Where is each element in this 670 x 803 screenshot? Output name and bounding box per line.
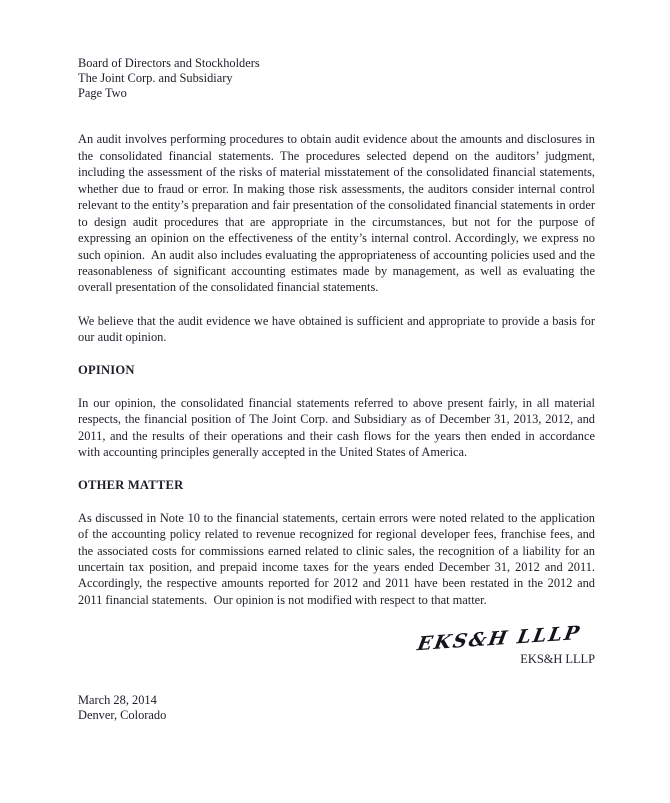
heading-opinion: OPINION [78,362,135,377]
signature-block [78,622,595,667]
recipient-line-board: Board of Directors and Stockholders [78,56,260,70]
letter-date: March 28, 2014 [78,693,157,708]
paragraph-opinion-body: In our opinion, the consolidated financial statements referred to above present fairly, in all material respects, the financial position of The Joint Corp. and Subsidiary as of December 31, 2013, 2012, and 2011, and the results of their operations and their cash flows for the years then ended in accordance with accounting principles generally accepted in the United States of America. [78,395,599,460]
recipient-address-block [78,56,595,100]
closing-block [78,693,595,723]
letter-location: Denver, Colorado [78,708,167,723]
paragraph-other-matter-body: As discussed in Note 10 to the financial statements, certain errors were noted related to the application of the accounting policy related to revenue recognized for regional developer fees, franchise fees, and the associated costs for commissions earned related to clinic sales, the recognition of a liability for an uncertain tax position, and prepaid income taxes for the years ended December 31, 2012 and 2011. Accordingly, the respective amounts reported for 2012 and 2011 have been restated in the 2012 and 2011 financial statements. Our opinion is not modified with respect to that matter. [78,510,599,607]
paragraph-audit-evidence: We believe that the audit evidence we have obtained is sufficient and appropriate to provide a basis for our audit opinion. [78,313,599,345]
handwritten-signature [78,622,595,656]
signature-script-text: EKS&H LLLP [415,622,583,656]
heading-other-matter: OTHER MATTER [78,477,184,492]
firm-name-typed: EKS&H LLLP [520,652,595,667]
page-number-label: Page Two [78,85,127,100]
paragraph-audit-scope: An audit involves performing procedures to obtain audit evidence about the amounts and disclosures in the consolidated financial statements. The procedures selected depend on the auditors’ judgment, including the assessment of the risks of material misstatement of the consolidated financial statements, whether due to fraud or error. In making those risk assessments, the auditors consider internal control relevant to the entity’s preparation and fair presentation of the consolidated financial statements in order to design audit procedures that are appropriate in the circumstances, but not for the purpose of expressing an opinion on the effectiveness of the entity’s internal control. Accordingly, we express no such opinion. An audit also includes evaluating the appropriateness of accounting policies used and the reasonableness of significant accounting estimates made by management, as well as evaluating the overall presentation of the consolidated financial statements. [78,132,599,295]
recipient-line-company: The Joint Corp. and Subsidiary [78,70,233,85]
